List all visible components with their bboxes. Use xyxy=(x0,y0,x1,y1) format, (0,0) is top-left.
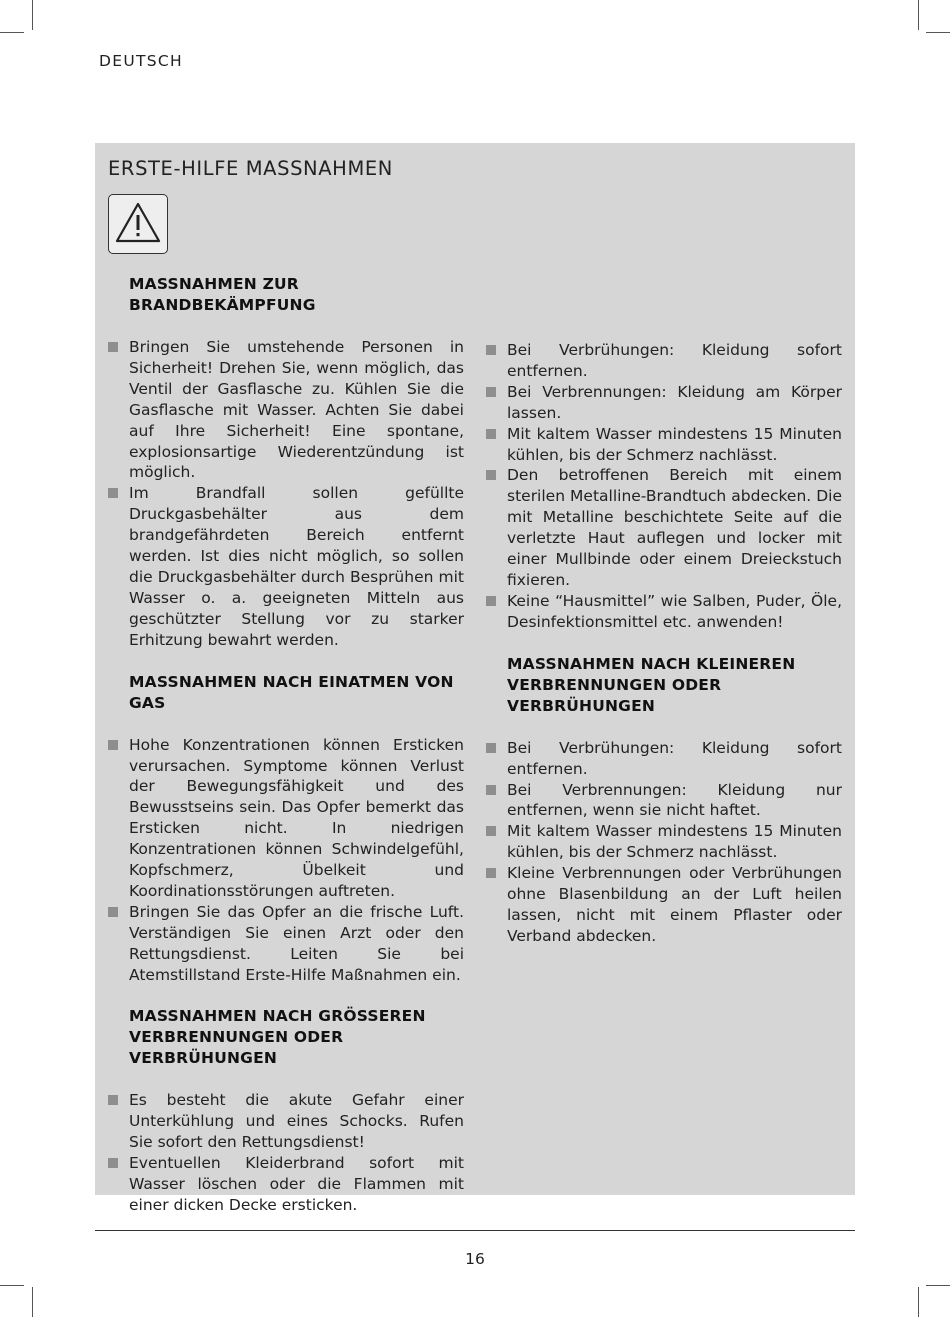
crop-mark xyxy=(926,1285,950,1286)
square-bullet-icon xyxy=(486,743,496,753)
list-item-text: Mit kaltem Wasser mindestens 15 Minuten kühlen, bis der Schmerz nachlässt. xyxy=(507,822,842,862)
section-heading: MASSNAHMEN NACH KLEINEREN VERBRENNUNGEN ODER VERBRÜHUNGEN xyxy=(507,654,796,715)
heading-gap xyxy=(129,714,464,735)
crop-mark xyxy=(0,1285,24,1286)
list-item-text: Kleine Verbrennungen oder Verbrühungen ohne Blasenbildung an der Luft heilen lassen, nicht mit einem Pflaster oder Verband abdecken. xyxy=(507,864,842,945)
list-item-text: Eventuellen Kleiderbrand sofort mit Wasser löschen oder die Flammen mit einer dicken Decke ersticken. xyxy=(129,1154,464,1214)
square-bullet-icon xyxy=(486,785,496,795)
list-item-text: Den betroffenen Bereich mit einem sterilen Metalline-Brandtuch abdecken. Die mit Metalline beschichtete Seite auf die verletzte Haut auflegen und locker mit einer Mullbinde oder einem Dreieckstuch fixieren. xyxy=(507,466,842,589)
section-heading: MASSNAHMEN NACH EINATMEN VON GAS xyxy=(129,672,454,712)
list-item-text: Im Brandfall sollen gefüllte Druckgasbehälter aus dem brandgefährdeten Bereich entfernt werden. Ist dies nicht möglich, so sollen die Druckgasbehälter durch Besprühen mit Wasser o. a. geeigneten Mitteln aus geschützter Stellung vor zu starker Erhitzung bewahrt werden. xyxy=(129,484,464,649)
list-item-text: Bei Verbrennungen: Kleidung nur entfernen, wenn sie nicht haftet. xyxy=(507,780,842,820)
section-gap xyxy=(129,985,464,1006)
square-bullet-icon xyxy=(486,868,496,878)
list-item-text: Bei Verbrühungen: Kleidung sofort entfernen. xyxy=(507,738,842,778)
crop-mark xyxy=(0,32,24,33)
square-bullet-icon xyxy=(486,596,496,606)
heading-gap xyxy=(129,316,464,337)
list-item xyxy=(129,902,464,986)
crop-mark xyxy=(918,0,919,30)
list-item-text: Es besteht die akute Gefahr einer Unterkühlung und eines Schocks. Rufen Sie sofort den Rettungsdienst! xyxy=(129,1091,464,1152)
list-item-text: Bei Verbrennungen: Kleidung am Körper lassen. xyxy=(507,382,842,422)
list-item xyxy=(129,1153,464,1216)
list-item-text: Hohe Konzentrationen können Ersticken verursachen. Symptome können Verlust der Bewegungsfähigkeit und des Bewusstseins sein. Das Opfer bemerkt das Ersticken nicht. In niedrigen Konzentrationen können Schwindelgefühl, Kopfschmerz, Übelkeit und Koordinationsstörungen auftreten. xyxy=(129,735,464,900)
language-label: DEUTSCH xyxy=(99,52,183,70)
square-bullet-icon xyxy=(108,488,118,498)
square-bullet-icon xyxy=(486,826,496,836)
square-bullet-icon xyxy=(486,345,496,355)
bullet-list xyxy=(129,337,464,651)
page-number: 16 xyxy=(465,1250,485,1268)
list-item xyxy=(507,863,842,947)
list-item xyxy=(507,821,842,863)
square-bullet-icon xyxy=(108,1158,118,1168)
bullet-list xyxy=(507,340,842,633)
bullet-list xyxy=(129,1090,464,1215)
square-bullet-icon xyxy=(108,342,118,352)
heading-gap xyxy=(129,1069,464,1090)
crop-mark xyxy=(32,0,33,30)
square-bullet-icon xyxy=(108,740,118,750)
list-item-text: Keine “Hausmittel” wie Salben, Puder, Öle, Desinfektionsmittel etc. anwenden! xyxy=(507,591,842,631)
section-heading: MASSNAHMEN ZUR BRANDBEKÄMPFUNG xyxy=(129,275,316,314)
list-item-text: Bringen Sie umstehende Personen in Sicherheit! Drehen Sie, wenn möglich, das Ventil der Gasflasche zu. Kühlen Sie die Gasflasche mit Wasser. Achten Sie dabei auf Ihre Sicherheit! Eine spontane, explosionsartige Wiederentzündung ist möglich. xyxy=(129,338,464,482)
list-item xyxy=(507,780,842,822)
warning-triangle-icon xyxy=(108,194,168,254)
section-gap xyxy=(507,633,842,654)
panel-title: ERSTE-HILFE MASSNAHMEN xyxy=(108,157,393,180)
square-bullet-icon xyxy=(108,907,118,917)
bullet-list xyxy=(129,735,464,986)
crop-mark xyxy=(926,32,950,33)
square-bullet-icon xyxy=(108,1095,118,1105)
left-column xyxy=(129,274,464,1216)
list-item xyxy=(129,1090,464,1153)
square-bullet-icon xyxy=(486,387,496,397)
list-item xyxy=(129,483,464,650)
crop-mark xyxy=(32,1287,33,1317)
list-item xyxy=(507,465,842,590)
list-item xyxy=(129,337,464,483)
list-item-text: Bei Verbrühungen: Kleidung sofort entfernen. xyxy=(507,341,842,380)
list-item xyxy=(507,591,842,633)
list-item xyxy=(507,382,842,424)
list-item xyxy=(507,340,842,382)
bullet-list xyxy=(507,738,842,947)
square-bullet-icon xyxy=(486,470,496,480)
list-item-text: Mit kaltem Wasser mindestens 15 Minuten kühlen, bis der Schmerz nachlässt. xyxy=(507,424,842,464)
square-bullet-icon xyxy=(486,429,496,439)
heading-gap xyxy=(507,717,842,738)
section-heading: MASSNAHMEN NACH GRÖSSEREN VERBRENNUNGEN ODER VERBRÜHUNGEN xyxy=(129,1007,426,1068)
list-item xyxy=(507,424,842,466)
right-column xyxy=(507,340,842,947)
section-gap xyxy=(129,651,464,672)
crop-mark xyxy=(918,1287,919,1317)
list-item xyxy=(129,735,464,902)
first-aid-panel xyxy=(95,143,855,1214)
list-item-text: Bringen Sie das Opfer an die frische Luft. Verständigen Sie einen Arzt oder den Rettungsdienst. Leiten Sie bei Atemstillstand Erste-Hilfe Maßnahmen ein. xyxy=(129,902,464,984)
list-item xyxy=(507,738,842,780)
footer-rule xyxy=(95,1230,855,1231)
